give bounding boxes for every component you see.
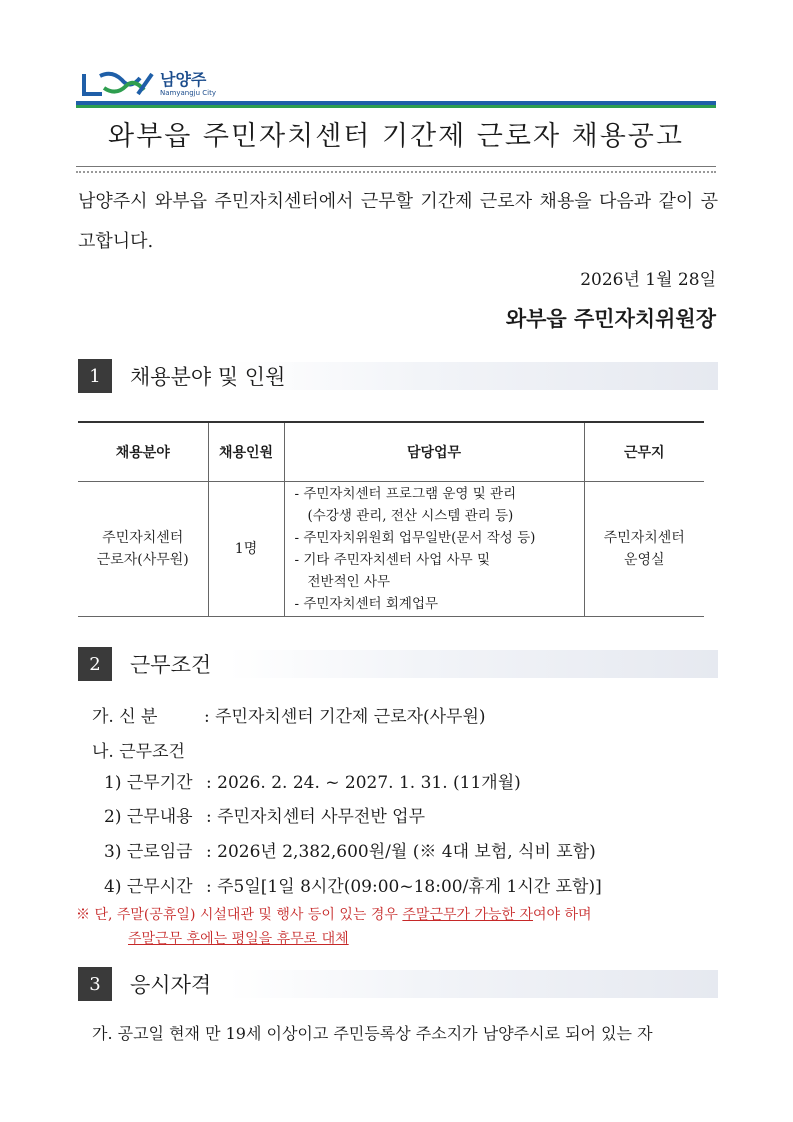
recruitment-table xyxy=(78,421,704,617)
section-title: 근무조건 xyxy=(130,653,212,677)
duty-item: - 주민자치센터 프로그램 운영 및 관리 xyxy=(294,486,517,502)
cell-field xyxy=(78,482,208,617)
header-duties: 담당업무 xyxy=(284,422,584,482)
condition-item-label: 1) 근무기간 xyxy=(104,773,193,793)
condition-status-label: 가. 신 분 xyxy=(92,707,158,727)
workplace-line: 운영실 xyxy=(623,552,665,568)
table-header-row xyxy=(78,422,704,482)
duty-item: 전반적인 사무 xyxy=(307,574,391,590)
duty-item: - 주민자치센터 회계업무 xyxy=(294,596,439,612)
condition-item-value: : 2026. 2. 24. ~ 2027. 1. 31. (11개월) xyxy=(206,773,521,793)
logo-name-kr: 남양주 xyxy=(160,69,207,89)
header-rule-green xyxy=(76,105,716,108)
section-heading-1 xyxy=(78,358,718,394)
cell-count: 1명 xyxy=(208,482,284,617)
title-divider xyxy=(76,166,716,173)
condition-status-value: : 주민자치센터 기간제 근로자(사무원) xyxy=(204,707,486,727)
workplace-line: 주민자치센터 xyxy=(603,530,685,546)
section-title: 응시자격 xyxy=(130,973,212,997)
notice-emphasis: 주말근무가 가능한 자 xyxy=(402,907,534,923)
condition-item-label: 3) 근로임금 xyxy=(104,842,193,862)
table-row xyxy=(78,482,704,617)
condition-item-value: : 주민자치센터 사무전반 업무 xyxy=(206,807,426,827)
condition-item-label: 4) 근무시간 xyxy=(104,877,193,897)
intro-paragraph: 남양주시 와부읍 주민자치센터에서 근무할 기간제 근로자 채용을 다음과 같이 공고합니다. xyxy=(78,191,718,252)
header-count: 채용인원 xyxy=(208,422,284,482)
field-line: 주민자치센터 xyxy=(102,530,184,546)
section-bar xyxy=(228,970,718,998)
cell-duties xyxy=(284,482,584,617)
header-workplace: 근무지 xyxy=(584,422,704,482)
section-title: 채용분야 및 인원 xyxy=(130,365,286,389)
condition-item-value: : 주5일[1일 8시간(09:00~18:00/휴게 1시간 포함)] xyxy=(206,877,602,897)
condition-item-label: 2) 근무내용 xyxy=(104,807,193,827)
duty-item: - 주민자치위원회 업무일반(문서 작성 등) xyxy=(294,530,536,546)
issuer-name: 와부읍 주민자치위원장 xyxy=(505,306,716,331)
section-heading-3 xyxy=(78,966,718,1002)
section-bar xyxy=(228,650,718,678)
weekend-notice-line1 xyxy=(76,904,592,924)
city-logo xyxy=(82,64,216,104)
section-number: 3 xyxy=(78,967,112,1001)
duty-item: (수강생 관리, 전산 시스템 관리 등) xyxy=(307,508,514,524)
page-title: 와부읍 주민자치센터 기간제 근로자 채용공고 xyxy=(108,121,684,152)
section-heading-2 xyxy=(78,646,718,682)
header-field: 채용분야 xyxy=(78,422,208,482)
duty-item: - 기타 주민자치센터 사업 사무 및 xyxy=(294,552,491,568)
cell-workplace xyxy=(584,482,704,617)
qualification-item: 가. 공고일 현재 만 19세 이상이고 주민등록상 주소지가 남양주시로 되어 있는 자 xyxy=(92,1024,653,1043)
namyangju-logo-icon xyxy=(82,70,156,98)
notice-text: ※ 단, 주말(공휴일) 시설대관 및 행사 등이 있는 경우 xyxy=(76,907,403,923)
field-line: 근로자(사무원) xyxy=(96,552,189,568)
section-number: 2 xyxy=(78,647,112,681)
section-bar xyxy=(228,362,718,390)
announcement-date: 2026년 1월 28일 xyxy=(580,270,716,290)
section-number: 1 xyxy=(78,359,112,393)
logo-name-en: Namyangju City xyxy=(160,88,216,97)
condition-item-value: : 2026년 2,382,600원/월 (※ 4대 보험, 식비 포함) xyxy=(206,842,596,862)
condition-terms-label: 나. 근무조건 xyxy=(92,742,185,762)
weekend-notice-line2: 주말근무 후에는 평일을 휴무로 대체 xyxy=(128,931,349,947)
notice-text: 여야 하며 xyxy=(533,907,592,923)
